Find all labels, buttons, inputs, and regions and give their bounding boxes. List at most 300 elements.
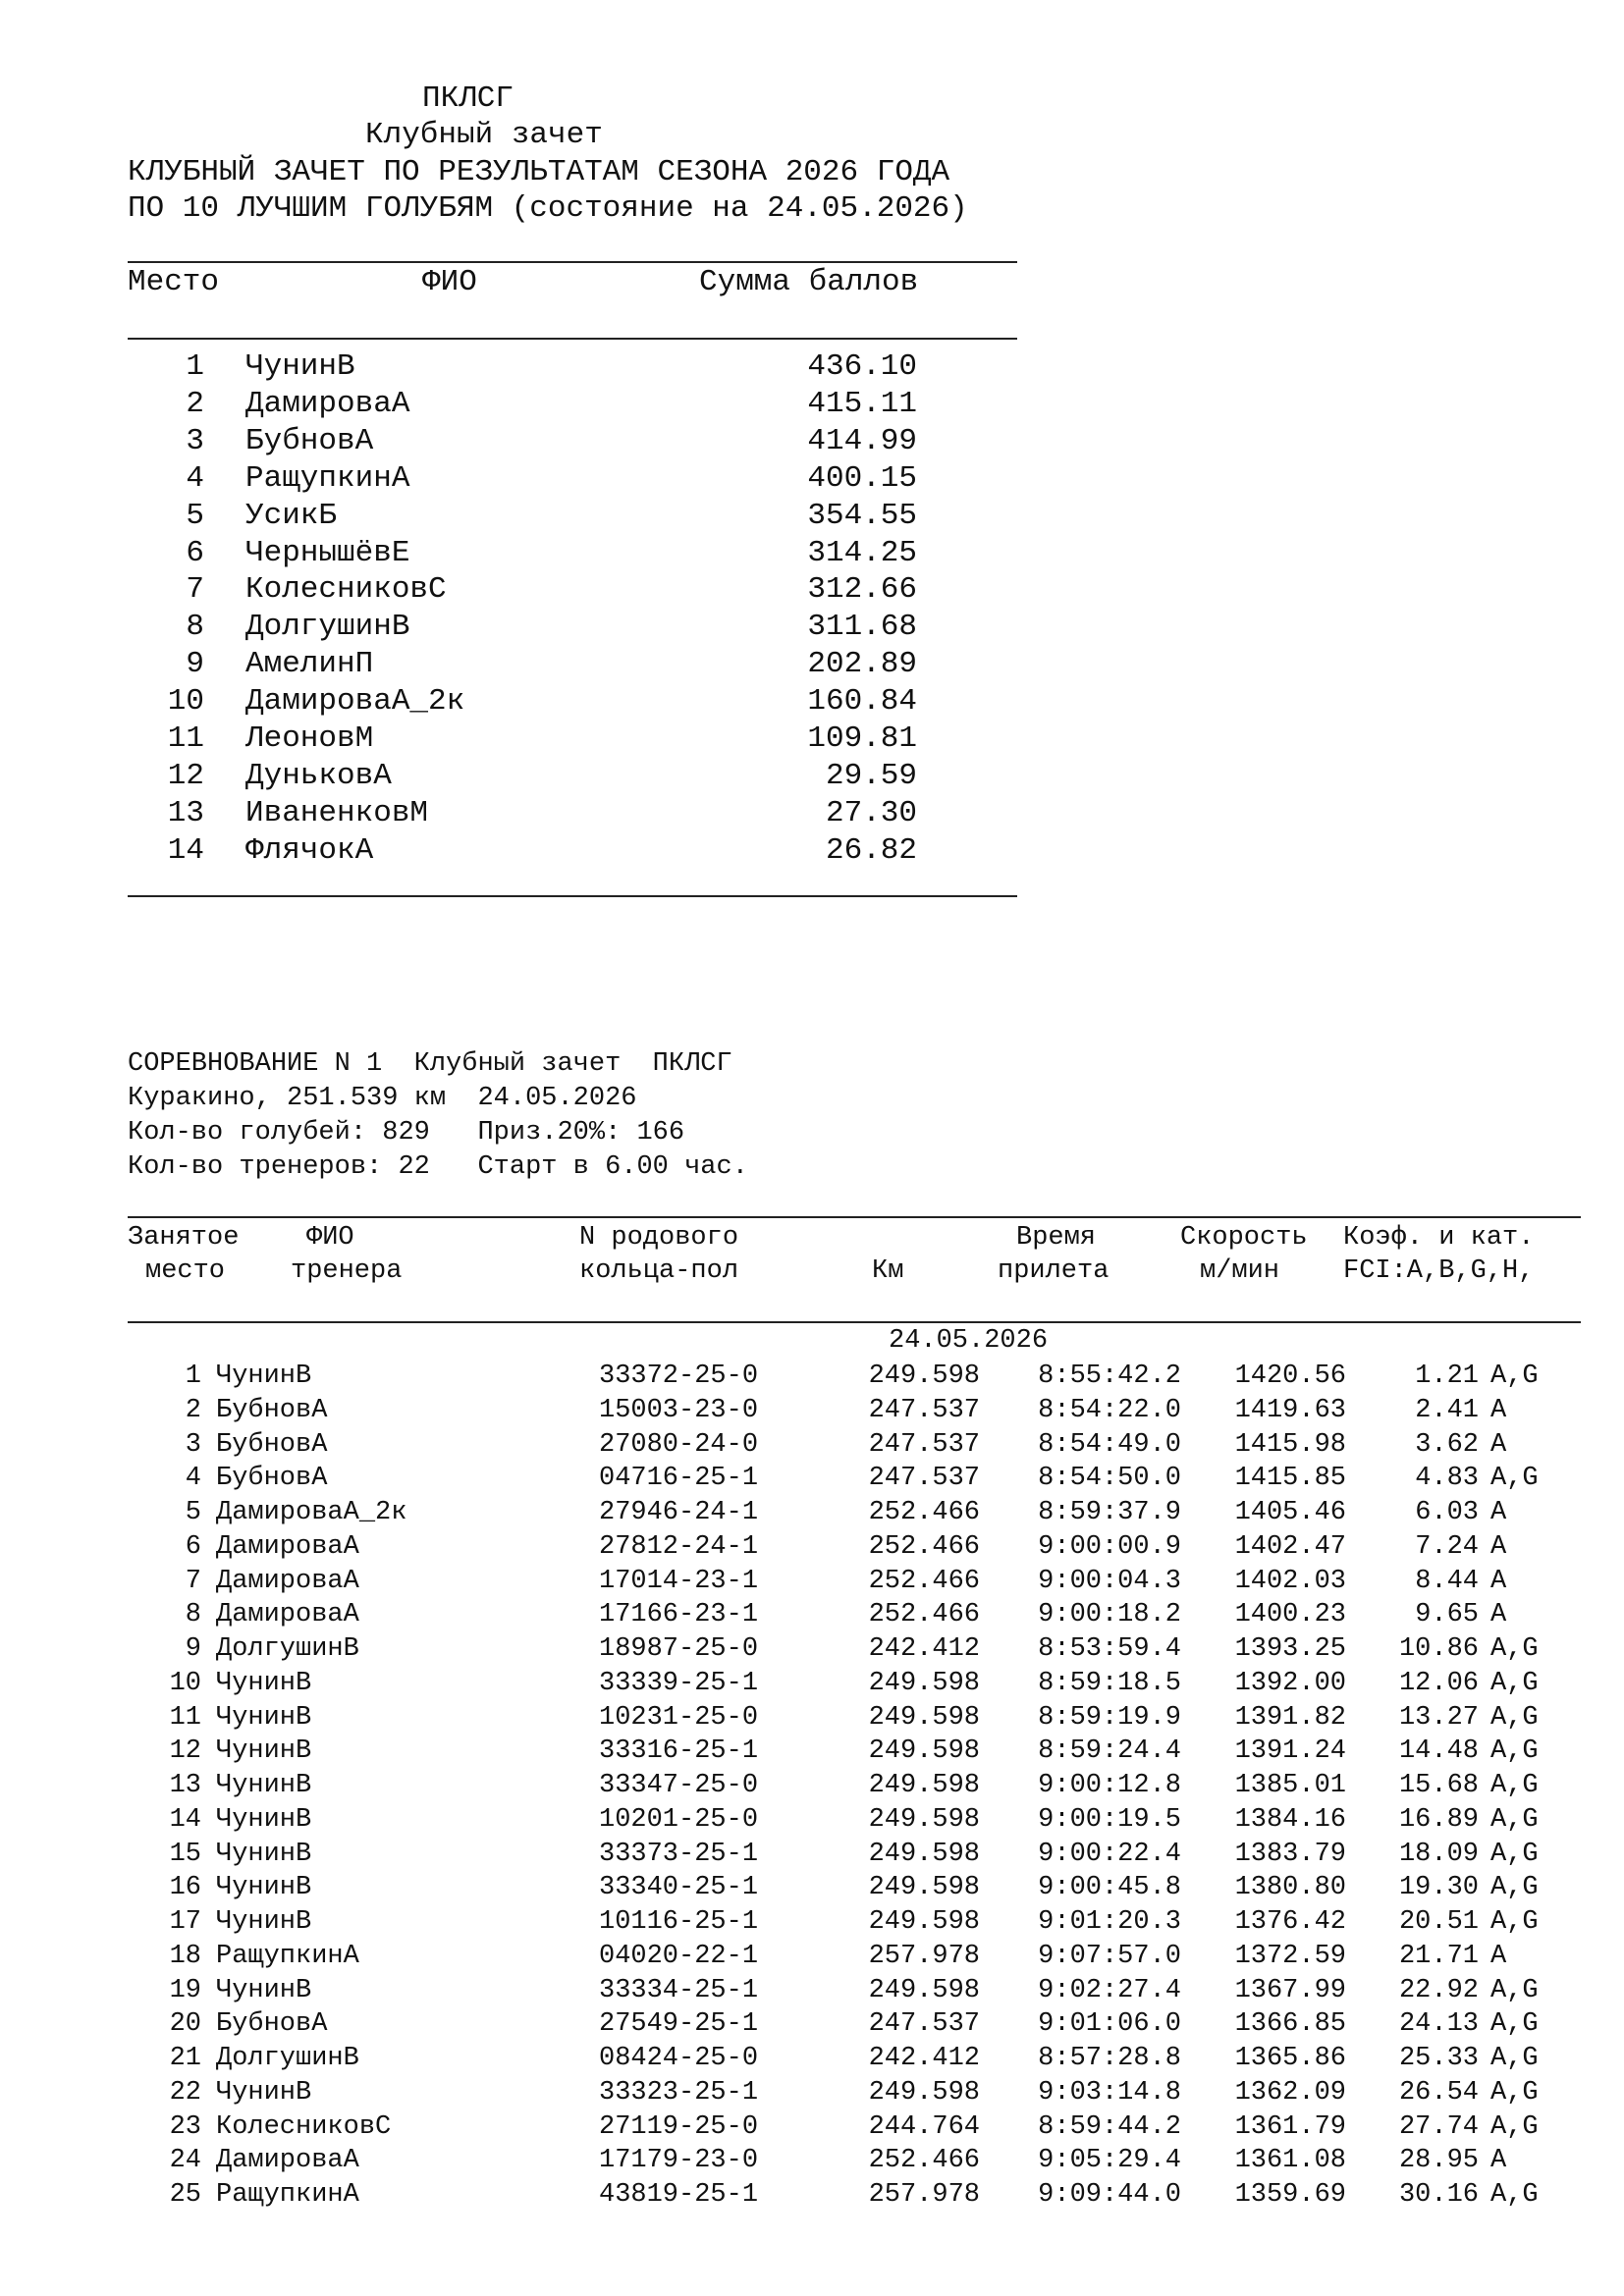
result-arrival-time: 9:00:00.9: [1038, 1531, 1181, 1562]
result-arrival-time: 9:03:14.8: [1038, 2077, 1181, 2108]
standings-header-name: ФИО: [422, 265, 477, 299]
standings-points: 312.66: [807, 572, 917, 608]
standings-place: 4: [186, 460, 204, 496]
standings-points: 109.81: [807, 721, 917, 756]
result-speed: 1402.47: [1234, 1531, 1346, 1562]
standings-header-place: Место: [128, 265, 220, 299]
result-km: 252.466: [868, 1498, 980, 1527]
result-speed: 1366.85: [1234, 2009, 1346, 2040]
results-header-coef-2: FCI:A,B,G,H,: [1343, 1256, 1535, 1286]
standings-points: 202.89: [807, 647, 917, 682]
result-category: A: [1490, 1941, 1507, 1971]
result-speed: 1362.09: [1234, 2077, 1346, 2108]
standings-name: ДамироваА: [245, 386, 410, 421]
result-row: [0, 2182, 1624, 2216]
result-place: 6: [185, 1531, 201, 1562]
result-coefficient: 21.71: [1398, 1941, 1479, 1971]
result-place: 19: [169, 1975, 201, 2005]
result-speed: 1391.24: [1234, 1736, 1346, 1767]
result-speed: 1385.01: [1234, 1771, 1346, 1800]
result-speed: 1384.16: [1234, 1804, 1346, 1835]
result-row: [0, 2111, 1624, 2149]
result-ring: 27946-24-1: [599, 1498, 759, 1527]
result-place: 21: [169, 2044, 201, 2073]
result-place: 25: [169, 2180, 201, 2210]
standings-name: ФлячокА: [245, 832, 374, 868]
result-row: [0, 1702, 1624, 1739]
result-coefficient: 20.51: [1398, 1907, 1479, 1937]
results-header-name-1: ФИО: [306, 1223, 354, 1253]
org-title: ПКЛСГ: [422, 81, 514, 116]
result-trainer: ЧунинВ: [216, 1771, 312, 1800]
result-km: 252.466: [868, 1566, 980, 1596]
results-top-rule: [128, 1216, 1581, 1218]
result-place: 15: [169, 1839, 201, 1869]
standings-points: 160.84: [807, 684, 917, 720]
result-km: 247.537: [868, 2009, 980, 2040]
result-trainer: ЧунинВ: [216, 1839, 312, 1869]
standings-points: 27.30: [825, 795, 917, 830]
result-ring: 33323-25-1: [599, 2077, 759, 2108]
result-coefficient: 18.09: [1398, 1839, 1479, 1869]
result-category: A,G: [1490, 2180, 1539, 2210]
result-place: 12: [169, 1736, 201, 1767]
results-header-ring-2: кольца-пол: [579, 1256, 739, 1286]
result-trainer: БубновА: [216, 1464, 328, 1494]
result-place: 10: [169, 1668, 201, 1698]
result-category: A,G: [1490, 1839, 1539, 1869]
result-km: 242.412: [868, 1634, 980, 1664]
competition-birds-count: Кол-во голубей: 829 Приз.20%: 166: [128, 1118, 685, 1148]
result-place: 13: [169, 1771, 201, 1800]
result-ring: 04020-22-1: [599, 1941, 759, 1971]
result-category: A: [1490, 1566, 1507, 1596]
standings-points: 400.15: [807, 460, 917, 496]
result-ring: 33347-25-0: [599, 1771, 759, 1800]
result-trainer: РащупкинА: [216, 1941, 359, 1971]
standings-place: 6: [186, 535, 204, 570]
report-subtitle: Клубный зачет: [365, 118, 603, 152]
standings-place: 13: [167, 795, 204, 830]
result-speed: 1420.56: [1234, 1362, 1346, 1391]
result-coefficient: 13.27: [1398, 1702, 1479, 1733]
result-row: [0, 1466, 1624, 1500]
result-trainer: ЧунинВ: [216, 1975, 312, 2005]
standings-row: [0, 572, 1080, 610]
result-coefficient: 14.48: [1398, 1736, 1479, 1767]
standings-row: [0, 796, 1080, 833]
result-coefficient: 27.74: [1398, 2111, 1479, 2142]
result-row: [0, 1500, 1624, 1534]
result-row: [0, 2148, 1624, 2182]
result-ring: 17179-23-0: [599, 2146, 759, 2176]
result-row: [0, 1839, 1624, 1876]
result-arrival-time: 9:07:57.0: [1038, 1941, 1181, 1971]
results-header-place-1: Занятое: [128, 1223, 240, 1253]
result-coefficient: 7.24: [1415, 1531, 1479, 1562]
competition-trainers-count: Кол-во тренеров: 22 Старт в 6.00 час.: [128, 1152, 748, 1182]
standings-row: [0, 461, 1080, 499]
result-speed: 1367.99: [1234, 1975, 1346, 2005]
result-coefficient: 30.16: [1398, 2180, 1479, 2210]
standings-name: ЛеоновМ: [245, 721, 374, 756]
result-row: [0, 1773, 1624, 1807]
result-km: 249.598: [868, 1804, 980, 1835]
result-speed: 1380.80: [1234, 1873, 1346, 1903]
result-arrival-time: 8:57:28.8: [1038, 2044, 1181, 2073]
standings-place: 12: [167, 758, 204, 793]
result-speed: 1365.86: [1234, 2044, 1346, 2073]
result-trainer: ЧунинВ: [216, 1362, 312, 1391]
result-ring: 04716-25-1: [599, 1464, 759, 1494]
result-speed: 1372.59: [1234, 1941, 1346, 1971]
result-trainer: ДамироваА: [216, 1600, 359, 1630]
result-place: 20: [169, 2009, 201, 2040]
standings-place: 11: [167, 721, 204, 756]
result-speed: 1415.85: [1234, 1464, 1346, 1494]
result-row: [0, 1975, 1624, 2012]
result-trainer: КолесниковС: [216, 2111, 392, 2142]
standings-name: ЧернышёвЕ: [245, 535, 410, 570]
report-title-line2: ПО 10 ЛУЧШИМ ГОЛУБЯМ (состояние на 24.05.2026): [128, 191, 968, 226]
result-km: 249.598: [868, 1907, 980, 1937]
standings-place: 10: [167, 684, 204, 720]
result-km: 252.466: [868, 1531, 980, 1562]
result-row: [0, 1636, 1624, 1671]
result-km: 249.598: [868, 1873, 980, 1903]
result-category: A,G: [1490, 2044, 1539, 2073]
standings-row: [0, 759, 1080, 796]
standings-name: ДолгушинВ: [245, 610, 410, 645]
result-arrival-time: 9:00:45.8: [1038, 1873, 1181, 1903]
result-trainer: ЧунинВ: [216, 1804, 312, 1835]
standings-points: 415.11: [807, 386, 917, 421]
standings-row: [0, 424, 1080, 461]
standings-place: 7: [186, 572, 204, 608]
standings-row: [0, 610, 1080, 647]
result-ring: 33373-25-1: [599, 1839, 759, 1869]
result-row: [0, 1395, 1624, 1432]
result-coefficient: 22.92: [1398, 1975, 1479, 2005]
standings-row: [0, 387, 1080, 424]
result-category: A,G: [1490, 1668, 1539, 1698]
result-speed: 1419.63: [1234, 1395, 1346, 1425]
result-trainer: ДамироваА: [216, 1531, 359, 1562]
results-header-ring-1: N родового: [579, 1223, 739, 1253]
standings-points: 29.59: [825, 758, 917, 793]
result-category: A,G: [1490, 1634, 1539, 1664]
result-speed: 1376.42: [1234, 1907, 1346, 1937]
result-category: A,G: [1490, 1702, 1539, 1733]
result-category: A,G: [1490, 1771, 1539, 1800]
standings-name: ДуньковА: [245, 758, 392, 793]
result-coefficient: 2.41: [1415, 1395, 1479, 1425]
result-arrival-time: 8:54:50.0: [1038, 1464, 1181, 1494]
result-place: 8: [185, 1600, 201, 1630]
result-row: [0, 1668, 1624, 1705]
result-km: 252.466: [868, 1600, 980, 1630]
results-header-name-2: тренера: [291, 1256, 403, 1286]
result-trainer: РащупкинА: [216, 2180, 359, 2210]
result-place: 24: [169, 2146, 201, 2176]
standings-row: [0, 833, 1080, 871]
result-speed: 1393.25: [1234, 1634, 1346, 1664]
result-place: 4: [185, 1464, 201, 1494]
result-place: 7: [185, 1566, 201, 1596]
result-coefficient: 26.54: [1398, 2077, 1479, 2108]
result-km: 249.598: [868, 1771, 980, 1800]
standings-name: ИваненковМ: [245, 795, 429, 830]
result-arrival-time: 8:54:22.0: [1038, 1395, 1181, 1425]
result-category: A,G: [1490, 2077, 1539, 2108]
result-trainer: ЧунинВ: [216, 1702, 312, 1733]
result-row: [0, 1566, 1624, 1603]
standings-place: 1: [186, 349, 204, 384]
result-arrival-time: 9:05:29.4: [1038, 2146, 1181, 2176]
result-place: 9: [185, 1634, 201, 1664]
result-arrival-time: 8:54:49.0: [1038, 1429, 1181, 1460]
result-ring: 33340-25-1: [599, 1873, 759, 1903]
standings-bottom-rule: [128, 895, 1017, 897]
result-ring: 17014-23-1: [599, 1566, 759, 1596]
result-arrival-time: 8:59:19.9: [1038, 1702, 1181, 1733]
result-speed: 1392.00: [1234, 1668, 1346, 1698]
result-row: [0, 2077, 1624, 2114]
result-arrival-time: 9:00:18.2: [1038, 1600, 1181, 1630]
result-ring: 33339-25-1: [599, 1668, 759, 1698]
standings-top-rule: [128, 261, 1017, 263]
result-coefficient: 28.95: [1398, 2146, 1479, 2176]
result-ring: 18987-25-0: [599, 1634, 759, 1664]
result-trainer: БубновА: [216, 1395, 328, 1425]
standings-place: 14: [167, 832, 204, 868]
result-coefficient: 4.83: [1415, 1464, 1479, 1494]
result-trainer: ДамироваА: [216, 1566, 359, 1596]
result-row: [0, 1875, 1624, 1909]
result-category: A: [1490, 1531, 1507, 1562]
result-ring: 17166-23-1: [599, 1600, 759, 1630]
result-coefficient: 24.13: [1398, 2009, 1479, 2040]
result-arrival-time: 9:02:27.4: [1038, 1975, 1181, 2005]
result-arrival-time: 9:01:06.0: [1038, 2009, 1181, 2040]
result-arrival-time: 8:59:37.9: [1038, 1498, 1181, 1527]
result-ring: 27549-25-1: [599, 2009, 759, 2040]
result-ring: 33372-25-0: [599, 1362, 759, 1391]
result-row: [0, 1738, 1624, 1773]
standings-place: 9: [186, 647, 204, 682]
result-ring: 27812-24-1: [599, 1531, 759, 1562]
standings-row: [0, 349, 1080, 387]
result-speed: 1400.23: [1234, 1600, 1346, 1630]
results-header-speed-2: м/мин: [1200, 1256, 1280, 1286]
result-arrival-time: 9:01:20.3: [1038, 1907, 1181, 1937]
result-km: 249.598: [868, 1668, 980, 1698]
result-place: 5: [185, 1498, 201, 1527]
results-header-coef-1: Коэф. и кат.: [1343, 1223, 1535, 1253]
result-category: A: [1490, 1498, 1507, 1527]
standings-row: [0, 721, 1080, 759]
result-arrival-time: 8:53:59.4: [1038, 1634, 1181, 1664]
result-km: 244.764: [868, 2111, 980, 2142]
result-arrival-time: 8:59:44.2: [1038, 2111, 1181, 2142]
standings-name: АмелинП: [245, 647, 374, 682]
result-trainer: ЧунинВ: [216, 1668, 312, 1698]
result-trainer: ЧунинВ: [216, 1873, 312, 1903]
result-category: A: [1490, 1395, 1507, 1425]
result-speed: 1405.46: [1234, 1498, 1346, 1527]
result-trainer: БубновА: [216, 2009, 328, 2040]
result-km: 249.598: [868, 1736, 980, 1767]
standings-row: [0, 684, 1080, 721]
standings-name: ЧунинВ: [245, 349, 355, 384]
report-title-line1: КЛУБНЫЙ ЗАЧЕТ ПО РЕЗУЛЬТАТАМ СЕЗОНА 2026 ГОДА: [128, 155, 950, 189]
result-category: A: [1490, 1429, 1507, 1460]
result-coefficient: 8.44: [1415, 1566, 1479, 1596]
result-trainer: БубновА: [216, 1429, 328, 1460]
result-category: A,G: [1490, 1804, 1539, 1835]
competition-location: Куракино, 251.539 км 24.05.2026: [128, 1084, 637, 1113]
result-km: 249.598: [868, 1702, 980, 1733]
result-speed: 1361.08: [1234, 2146, 1346, 2176]
result-arrival-time: 9:00:12.8: [1038, 1771, 1181, 1800]
result-category: A,G: [1490, 1464, 1539, 1494]
result-trainer: ДолгушинВ: [216, 1634, 359, 1664]
result-coefficient: 12.06: [1398, 1668, 1479, 1698]
result-trainer: ДамироваА_2к: [216, 1498, 407, 1527]
result-coefficient: 6.03: [1415, 1498, 1479, 1527]
result-km: 249.598: [868, 1362, 980, 1391]
standings-row: [0, 536, 1080, 573]
result-km: 252.466: [868, 2146, 980, 2176]
standings-place: 2: [186, 386, 204, 421]
standings-points: 436.10: [807, 349, 917, 384]
result-ring: 08424-25-0: [599, 2044, 759, 2073]
result-km: 247.537: [868, 1395, 980, 1425]
result-coefficient: 15.68: [1398, 1771, 1479, 1800]
result-coefficient: 19.30: [1398, 1873, 1479, 1903]
result-ring: 27080-24-0: [599, 1429, 759, 1460]
competition-title: СОРЕВНОВАНИЕ N 1 Клубный зачет ПКЛСГ: [128, 1049, 732, 1079]
result-km: 257.978: [868, 1941, 980, 1971]
results-header-speed-1: Скорость: [1180, 1223, 1308, 1253]
standings-place: 8: [186, 610, 204, 645]
result-arrival-time: 9:00:22.4: [1038, 1839, 1181, 1869]
result-coefficient: 16.89: [1398, 1804, 1479, 1835]
result-ring: 10201-25-0: [599, 1804, 759, 1835]
result-speed: 1361.79: [1234, 2111, 1346, 2142]
result-arrival-time: 8:59:18.5: [1038, 1668, 1181, 1698]
result-coefficient: 25.33: [1398, 2044, 1479, 2073]
standings-name: РащупкинА: [245, 460, 410, 496]
result-place: 18: [169, 1941, 201, 1971]
result-km: 249.598: [868, 1975, 980, 2005]
result-km: 247.537: [868, 1464, 980, 1494]
result-coefficient: 1.21: [1415, 1362, 1479, 1391]
result-row: [0, 2046, 1624, 2080]
result-trainer: ДамироваА: [216, 2146, 359, 2176]
result-km: 249.598: [868, 2077, 980, 2108]
result-speed: 1402.03: [1234, 1566, 1346, 1596]
results-header-place-2: место: [145, 1256, 226, 1286]
result-row: [0, 1531, 1624, 1569]
standings-points: 414.99: [807, 423, 917, 458]
result-ring: 27119-25-0: [599, 2111, 759, 2142]
standings-row: [0, 499, 1080, 536]
result-arrival-time: 9:00:19.5: [1038, 1804, 1181, 1835]
standings-points: 354.55: [807, 498, 917, 533]
result-coefficient: 9.65: [1415, 1600, 1479, 1630]
result-place: 23: [169, 2111, 201, 2142]
result-place: 17: [169, 1907, 201, 1937]
result-place: 14: [169, 1804, 201, 1835]
result-km: 242.412: [868, 2044, 980, 2073]
results-header-time-2: прилета: [998, 1256, 1110, 1286]
result-speed: 1391.82: [1234, 1702, 1346, 1733]
standings-header-rule: [128, 338, 1017, 340]
result-km: 257.978: [868, 2180, 980, 2210]
result-place: 3: [185, 1429, 201, 1460]
result-speed: 1359.69: [1234, 2180, 1346, 2210]
result-ring: 33316-25-1: [599, 1736, 759, 1767]
result-category: A,G: [1490, 2009, 1539, 2040]
result-trainer: ЧунинВ: [216, 2077, 312, 2108]
result-category: A,G: [1490, 1736, 1539, 1767]
standings-points: 26.82: [825, 832, 917, 868]
result-category: A,G: [1490, 1975, 1539, 2005]
result-speed: 1415.98: [1234, 1429, 1346, 1460]
result-category: A,G: [1490, 2111, 1539, 2142]
result-category: A: [1490, 1600, 1507, 1630]
result-row: [0, 1909, 1624, 1944]
result-category: A,G: [1490, 1907, 1539, 1937]
standings-points: 314.25: [807, 535, 917, 570]
result-arrival-time: 8:55:42.2: [1038, 1362, 1181, 1391]
result-place: 2: [185, 1395, 201, 1425]
result-row: [0, 1804, 1624, 1842]
result-row: [0, 1941, 1624, 1978]
standings-header-points: Сумма баллов: [699, 265, 919, 299]
result-row: [0, 1602, 1624, 1636]
standings-points: 311.68: [807, 610, 917, 645]
result-speed: 1383.79: [1234, 1839, 1346, 1869]
result-trainer: ЧунинВ: [216, 1907, 312, 1937]
result-ring: 15003-23-0: [599, 1395, 759, 1425]
result-place: 11: [169, 1702, 201, 1733]
result-coefficient: 10.86: [1398, 1634, 1479, 1664]
standings-name: БубновА: [245, 423, 374, 458]
result-coefficient: 3.62: [1415, 1429, 1479, 1460]
result-ring: 33334-25-1: [599, 1975, 759, 2005]
result-arrival-time: 9:00:04.3: [1038, 1566, 1181, 1596]
result-arrival-time: 8:59:24.4: [1038, 1736, 1181, 1767]
standings-place: 3: [186, 423, 204, 458]
result-km: 249.598: [868, 1839, 980, 1869]
result-place: 22: [169, 2077, 201, 2108]
result-ring: 43819-25-1: [599, 2180, 759, 2210]
result-place: 16: [169, 1873, 201, 1903]
result-row: [0, 1429, 1624, 1467]
result-row: [0, 1363, 1624, 1398]
standings-name: КолесниковС: [245, 572, 447, 608]
result-category: A,G: [1490, 1362, 1539, 1391]
result-km: 247.537: [868, 1429, 980, 1460]
result-ring: 10231-25-0: [599, 1702, 759, 1733]
result-arrival-time: 9:09:44.0: [1038, 2180, 1181, 2210]
result-place: 1: [185, 1362, 201, 1391]
result-category: A,G: [1490, 1873, 1539, 1903]
result-category: A: [1490, 2146, 1507, 2176]
result-trainer: ДолгушинВ: [216, 2044, 359, 2073]
